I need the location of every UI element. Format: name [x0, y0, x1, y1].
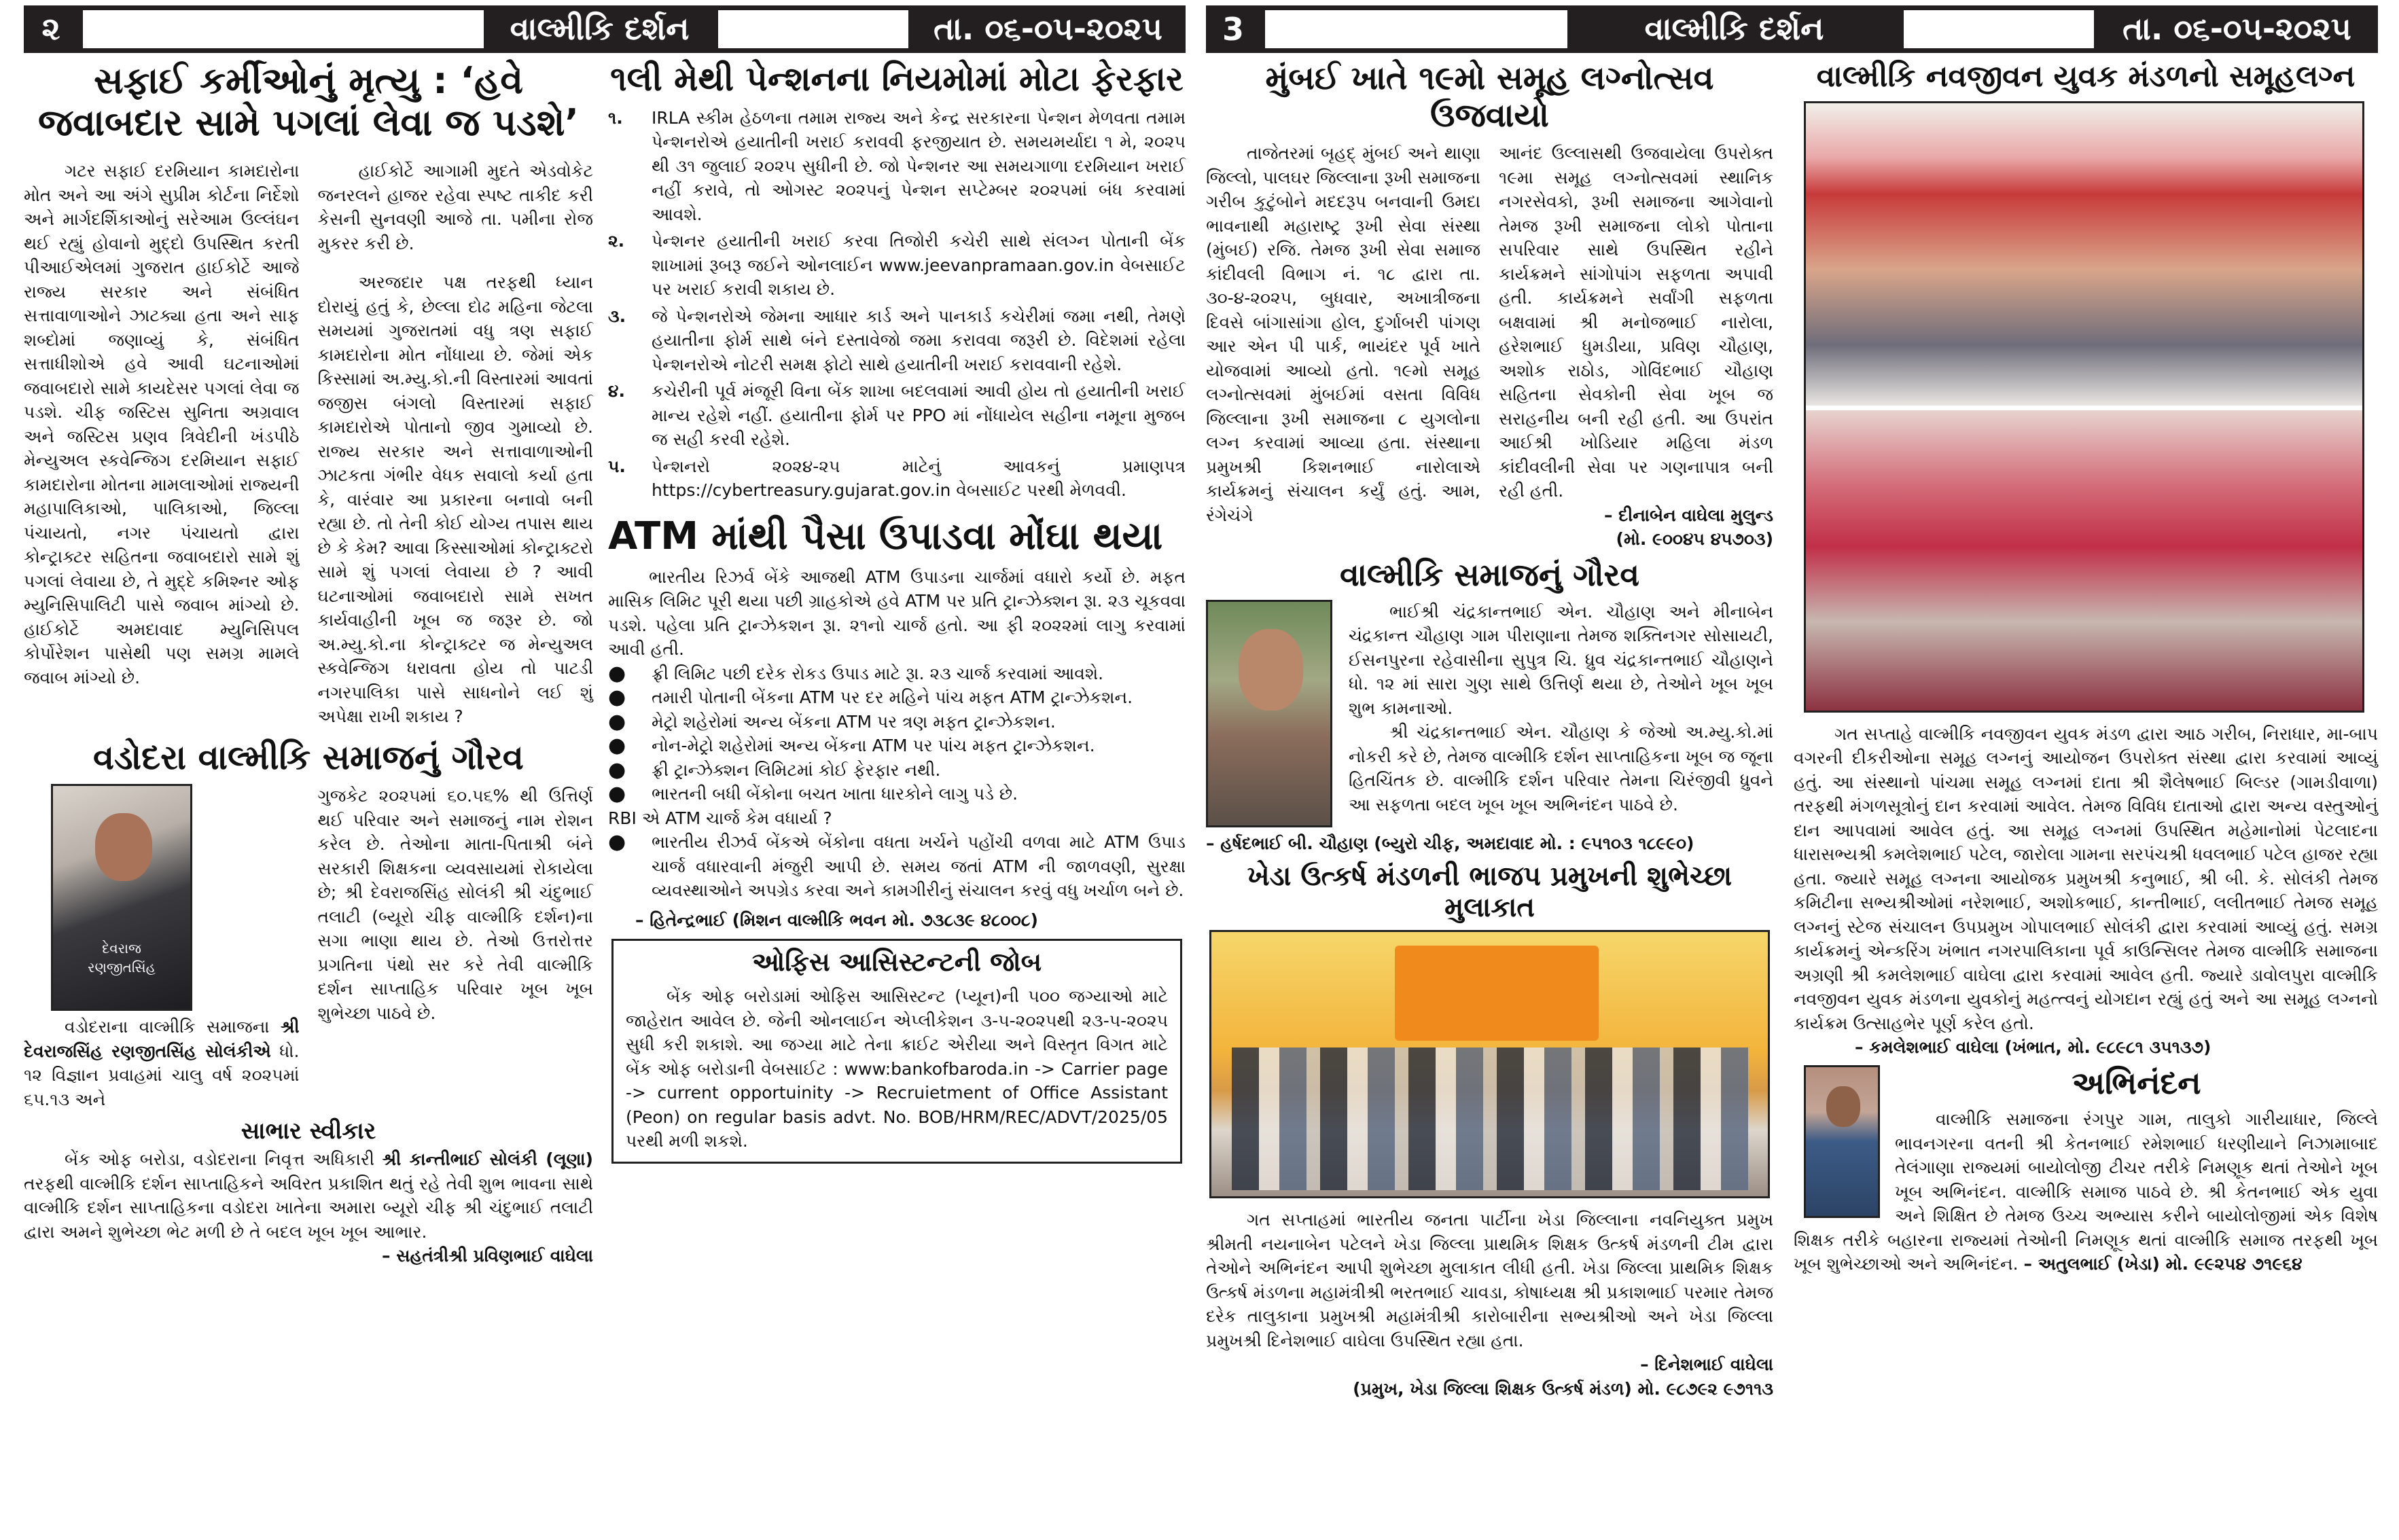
bullet-icon: ●: [608, 685, 626, 710]
pension-items: [608, 106, 1186, 505]
donor-name: શ્રી કાન્તીભાઈ સોલંકી (લૂણા): [382, 1149, 593, 1170]
photo-people: [1232, 1047, 1748, 1190]
paragraph: [1794, 1107, 2378, 1276]
article-pride: [1206, 600, 1773, 831]
list-item: [608, 758, 1186, 783]
headline-pension: ૧લી મેથી પેન્શનના નિયમોમાં મોટા ફેરફાર: [610, 59, 1184, 99]
credit-pride: – હર્ષદભાઈ બી. ચૌહાણ (બ્યુરો ચીફ, અમદાવાદ મો. : ૯૫૧૦૩ ૧૮૯૯૦): [1206, 833, 1694, 853]
article-vadodara: [24, 784, 593, 1111]
item-text: જે પેન્શનરોએ જેમના આધાર કાર્ડ અને પાનકાર્ડ કચેરીમાં જમા નથી, તેમણે હયાતીના ફોર્મ સાથે બંને દસ્તાવેજો જમા કરાવવા જરૂરી છે. વિદેશમાં રહેલા પેન્શનરોએ નોટરી સમક્ષ ફોટો સાથે હયાતીની ખરાઈ કરાવવાની રહેશે.: [652, 306, 1186, 374]
credit-thanks: – સહતંત્રીશ્રી પ્રવિણભાઈ વાઘેલા: [382, 1246, 593, 1266]
photo-caption: દેવરાજ: [102, 940, 141, 957]
bullet-text: નોન-મેટ્રો શહેરોમાં અન્ય બેંકના ATM પર પાંચ મફત ટ્રાન્ઝેકશન.: [652, 736, 1095, 756]
masthead-blank-box: [82, 9, 485, 50]
left-page-column-b: [608, 60, 1186, 1164]
headline-mumbai: મુંબઈ ખાતે ૧૯મો સમૂહ લગ્નોત્સવ ઉજવાયો: [1265, 59, 1714, 135]
headline-sanitation-line2: જવાબદાર સામે પગલાં લેવા જ પડશે’: [38, 101, 579, 145]
photo-face: [1239, 629, 1303, 711]
text: તરફથી વાલ્મીકિ દર્શન સાપ્તાહિકને અવિરત પ્રકાશિત થતું રહે તેવી શુભ ભાવના સાથે વાલ્મીકિ દર્શન સાપ્તાહિકના વડોદરા ખાતેના અમારા બ્યૂરો ચીફ શ્રી ચંદુભાઈ તલાટી દ્વારા અમને શુભેચ્છા ભેટ મળી છે તે બદલ ખૂબ ખૂબ આભાર.: [24, 1173, 593, 1242]
article-mumbai: [1206, 141, 1773, 552]
photo-kheda-meeting: [1209, 930, 1770, 1198]
article-sanitation-col2: [318, 159, 594, 729]
article-sanitation-col1: [24, 159, 300, 729]
issue-date: તા. ૦૬-૦૫-૨૦૨૫: [2096, 5, 2378, 53]
credit-navjivan: – કમલેશભાઈ વાઘેલા (ખંભાત, મો. ૯૮૯૮૧ ૩૫૧૩૭): [1855, 1037, 2211, 1058]
credit-mumbai-name: – દીનાબેન વાઘેલા મુલુન્ડ: [1603, 505, 1773, 525]
list-item: [608, 662, 1186, 686]
headline-thanks: સાભાર સ્વીકાર: [241, 1117, 376, 1145]
bullet-icon: ●: [608, 757, 626, 782]
headline-atm: ATM માંથી પૈસા ઉપાડવા મોંઘા થયા: [608, 514, 1163, 558]
bullet-text: ફ્રી લિમિટ પછી દરેક રોકડ ઉપાડ માટે રૂા. ૨૩ ચાર્જ કરવામાં આવશે.: [652, 663, 1104, 683]
article-navjivan: [1794, 722, 2378, 1036]
credit-kheda-name: – દિનેશભાઈ વાઘેલા: [1640, 1355, 1773, 1375]
photo-banner: [1395, 946, 1599, 1041]
bullet-icon: ●: [608, 661, 626, 685]
question: RBI એ ATM ચાર્જ કેમ વધાર્યા ?: [608, 808, 832, 828]
credit-atm: – હિતેન્દ્રભાઈ (મિશન વાલ્મીકિ ભવન મો. ૭૩૮૩૯ ૪૮૦૦૮): [635, 910, 1038, 930]
credit-kheda-detail: (પ્રમુખ, ખેડા જિલ્લા શિક્ષક ઉત્કર્ષ મંડળ) મો. ૯૮૭૯૨ ૯૭૧૧૩: [1353, 1378, 1773, 1399]
headline-navjivan: વાલ્મીકિ નવજીવન યુવક મંડળનો સમૂહલગ્ન: [1816, 59, 2356, 94]
paragraph: હાઈકોર્ટે આગામી મુદતે એડવોકેટ જનરલને હાજર રહેવા સ્પષ્ટ તાકીદ કરી કેસની સુનવણી આજે તા. ૫મીના રોજ મુકરર કરી છે.: [317, 161, 593, 253]
article-kheda: [1206, 1208, 1773, 1353]
paragraph: ભારતીય રિઝર્વ બેંકે આજથી ATM ઉપાડના ચાર્જમાં વધારો કર્યો છે. મફત માસિક લિમિટ પૂરી થયા પછી ગ્રાહકોએ હવે ATM પર પ્રતિ ટ્રાન્ઝેક્શન રૂા. ૨૩ ચૂકવવા પડશે. પહેલા પ્રતિ ટ્રાન્ઝેકશન રૂા. ૨૧નો ચાર્જ હતો. આ ફી ૨૦૨૨માં લાગુ કરવામાં આવી હતી.: [608, 567, 1186, 660]
article-sanitation: [24, 159, 593, 729]
item-number: ૨.: [608, 231, 625, 251]
article-job: [626, 984, 1168, 1153]
item-number: ૩.: [608, 306, 626, 326]
paragraph: આનંદ ઉલ્લાસથી ઉજવાયેલા ઉપરોક્ત ૧૯મા સમૂહ લગ્નોત્સવમાં સ્થાનિક નગરસેવકો, રૂખી સમાજના આગેવાનો તેમજ રૂખી સમાજના લોકો પોતાના સપરિવાર સાથે ઉપસ્થિત રહીને કાર્યક્રમને સાંગોપાંગ સફળતા અપાવી હતી. કાર્યક્રમને સર્વાંગી સફળતા બક્ષવામાં શ્રી મનોજભાઈ નારોલા, હરેશભાઈ ધુમડીયા, પ્રવિણ ચૌહાણ, અશોક રાઠોડ, ગોવિંદભાઈ ચૌહાણ સહિતના સેવકોની સેવા ખૂબ જ સરાહનીય બની રહી હતી. આ ઉપરાંત આઈશ્રી ખોડિયાર મહિલા મંડળ કાંદીવલીની સેવા પર ગણનાપાત્ર બની રહી હતી.: [1499, 143, 1773, 501]
list-item: [608, 830, 1186, 903]
photo-caption: રણજીતસિંહ: [88, 959, 156, 976]
item-text: કચેરીની પૂર્વ મંજૂરી વિના બેંક શાખા બદલવામાં આવી હોય તો હયાતીની ખરાઈ માન્ય રહેશે નહીં. હયાતીના ફોર્મ પર PPO માં નોંધાયેલ સહીના નમૂના મુજબ જ સહી કરવી રહેશે.: [652, 381, 1186, 449]
list-item: [608, 710, 1186, 734]
article-mumbai-col1: [1206, 141, 1480, 552]
photo-dhruv: [1206, 600, 1332, 827]
photo-devrajsinh: [51, 784, 192, 1011]
masthead-blank-box: [1902, 9, 2095, 50]
student-name: શ્રી દેવરાજસિંહ રણજીતસિંહ સોલંકીએ: [24, 1017, 300, 1061]
headline-sanitation-line1: સફાઈ કર્મીઓનું મૃત્યુ : ‘હવે: [93, 59, 524, 102]
masthead-blank-box: [717, 9, 910, 50]
headline-kheda: ખેડા ઉત્કર્ષ મંડળની ભાજપ પ્રમુખની શુભેચ્છા મુલાકાત: [1247, 861, 1732, 924]
item-text: પેન્શનરો ૨૦૨૪-૨૫ માટેનું આવકનું પ્રમાણપત્ર https://cybertreasury.gujarat.gov.in વેબસાઈટ પરથી મેળવવી.: [652, 456, 1186, 500]
photo-crowd-bottom: [1806, 410, 2362, 713]
photo-group-wedding: [1804, 101, 2364, 713]
article-congrats: [1794, 1065, 2378, 1276]
paragraph: ગટર સફાઈ દરમિયાન કામદારોના મોત અને આ અંગે સુપ્રીમ કોર્ટના નિર્દેશો અને માર્ગદર્શિકાઓનું સરેઆમ ઉલ્લંઘન થઈ રહ્યું હોવાનો મુદ્દો ઉપસ્થિત કરતી પીઆઈએલમાં ગુજરાત હાઈકોર્ટે આજે રાજ્ય સરકાર અને સંબંધિત સત્તાવાળાઓને ઝાટક્યા હતા અને સાફ શબ્દોમાં જણાવ્યું કે, સંબંધિત સત્તાધીશોએ હવે આવી ઘટનાઓમાં જવાબદારો સામે કાયદેસર પગલાં લેવા જ પડશે. ચીફ જસ્ટિસ સુનિતા અગ્રવાલ અને જસ્ટિસ પ્રણવ ત્રિવેદીની ખંડપીઠે મેન્યુઅલ સ્કવેન્જિગ દરમિયાન સફાઈ કામદારોના મોતના મામલાઓમાં રાજ્યની મહાપાલિકાઓ, પાલિકાઓ, જિલ્લા પંચાયતો, નગર પંચાયતો દ્વારા કોન્ટ્રાક્ટર સહિતના જવાબદારો સામે શું પગલાં લેવાયા છે, તે મુદ્દે કમિશ્નર ઓફ મ્યુનિસિપાલિટી પાસે જવાબ માંગ્યો છે. હાઈકોર્ટે અમદાવાદ મ્યુનિસિપલ કોર્પોરેશન પાસેથી પણ સમગ્ર મામલે જવાબ માંગ્યો છે.: [24, 161, 300, 687]
text: બેંક ઓફ બરોડા, વડોદરાના નિવૃત્ત અધિકારી: [65, 1149, 383, 1170]
item-number: ૫.: [608, 456, 626, 476]
photo-ketanbhai: [1804, 1065, 1880, 1218]
credit-congrats: – અતુલભાઈ (ખેડા) મો. ૯૯૨૫૪ ૭૧૯૬૪: [2023, 1254, 2303, 1274]
right-page-column-d: [1794, 60, 2378, 1276]
paragraph: બેંક ઓફ બરોડામાં ઓફિસ આસિસ્ટન્ટ (પ્યૂન)ની ૫૦૦ જગ્યાઓ માટે જાહેરાત આવેલ છે. જેની ઓનલાઈન એપ્લીકેશન ૩-૫-૨૦૨૫થી ૨૩-૫-૨૦૨૫ સુધી કરી શકાશે. આ જગ્યા માટે તેના ક્રાઈટ એરીયા અને વિસ્તૃત વિગત માટે બેંક ઓફ બરોડાની વેબસાઈટ : www:bankofbaroda.in -> Carrier page -> current opportuinity -> Recruietment of Office Assistant (Peon) on regular basis advt. No. BOB/HRM/REC/ADVT/2025/05 પરથી મળી શકશે.: [626, 986, 1168, 1151]
list-item: [608, 454, 1186, 503]
headline-vadodara: વડોદરા વાલ્મીકિ સમાજનું ગૌરવ: [93, 737, 524, 777]
headline-pride: વાલ્મીકિ સમાજનું ગૌરવ: [1339, 556, 1639, 593]
left-page-column-a: [24, 60, 593, 1268]
paper-name: વાલ્મીકિ દર્શન: [486, 5, 713, 53]
list-item: [608, 229, 1186, 302]
headline-congrats: અભિનંદન: [2072, 1064, 2201, 1101]
article-atm: [608, 565, 1186, 903]
photo-face: [1826, 1086, 1860, 1127]
answer: ભારતીય રીઝર્વ બેંકએ બેંકોના વધતા ખર્ચને પહોંચી વળવા માટે ATM ઉપાડ ચાર્જ વધારવાની મંજુરી આપી છે. સમય જતાં ATM ની જાળવણી, સુરક્ષા વ્યવસ્થાઓને અપગ્રેડ કરવા અને કામગીરીનું સંચાલન કરવું વધુ ખર્ચાળ બને છે.: [652, 832, 1186, 901]
bullet-text: ફ્રી ટ્રાન્ઝેક્શન લિમિટમાં કોઈ ફેરફાર નથી.: [652, 759, 941, 780]
list-item: [608, 685, 1186, 710]
bullet-text: મેટ્રો શહેરોમાં અન્ય બેંકના ATM પર ત્રણ મફત ટ્રાન્ઝેકશન.: [652, 711, 1056, 732]
lead-rest: ધો. ૧૨ વિજ્ઞાન પ્રવાહમાં ચાલુ વર્ષ ૨૦૨૫માં ૬૫.૧૩ અને: [24, 1041, 300, 1109]
item-number: ૪.: [608, 381, 625, 401]
bullet-icon: ●: [608, 782, 626, 806]
masthead-blank-box: [1264, 9, 1569, 50]
paragraph: તાજેતરમાં બૃહદ્ મુંબઈ અને થાણા જિલ્લો, પાલઘર જિલ્લાના રૂખી સમાજના ગરીબ કુટુંબોને મદદરૂપ બનવાની ઉમદા ભાવનાથી મહારાષ્ટ્ર રૂખી સેવા સંસ્થા (મુંબઈ) રજિ. તેમજ રૂખી સેવા સમાજ કાંદીવલી વિભાગ નં. ૧૮ દ્વારા તા. ૩૦-૪-૨૦૨૫, બુધવાર, અખાત્રીજના દિવસે બાંગાસાંગા હોલ, દુર્ગાબરી પાંગણ આર એન પી પાર્ક, ભાયંદર પૂર્વ ખાતે યોજવામાં આવ્યો હતો. ૧૯મો સમૂહ લગ્નોત્સવમાં મુંબઈમાં વસતા વિવિધ જિલ્લાના રૂખી સમાજના ૮ યુગલોના લગ્ન કરવામાં આવ્યા હતા. સંસ્થાના પ્રમુખશ્રી કિશનભાઈ નારોલાએ કાર્યક્રમનું સંચાલન કર્યું હતું. આમ, રંગેચંગે: [1206, 143, 1480, 525]
article-mumbai-col2: [1499, 141, 1773, 552]
article-vadodara-col2: [318, 784, 594, 1111]
issue-date: તા. ૦૬-૦૫-૨૦૨૫: [910, 5, 1186, 53]
article-thanks: [24, 1147, 593, 1244]
list-item: [608, 304, 1186, 377]
item-number: ૧.: [608, 107, 623, 128]
paper-name: વાલ્મીકિ દર્શન: [1569, 5, 1899, 53]
photo-face: [95, 813, 152, 881]
job-box: [611, 939, 1182, 1163]
page-number: ૨: [24, 5, 78, 53]
item-text: IRLA સ્કીમ હેઠળના તમામ રાજ્ય અને કેન્દ્ર સરકારના પેન્શન મેળવતા તમામ પેન્શનરોએ હયાતીની ખરાઈ કરાવવી ફરજીયાત છે. સમયમર્યાદા ૧ મે, ૨૦૨૫ થી ૩૧ જુલાઈ ૨૦૨૫ સુધીની છે. જો પેન્શનર આ સમયગાળા દરમિયાન ખરાઈ નહીં કરાવે, તો ઓગસ્ટ ૨૦૨૫નું પેન્શન સપ્ટેમ્બર ૨૦૨૫માં બંધ કરવામાં આવશે.: [652, 107, 1186, 224]
paragraph: અરજદાર પક્ષ તરફથી ધ્યાન દોરાયું હતું કે, છેલ્લા દોઢ મહિના જેટલા સમયમાં ગુજરાતમાં વધુ ત્રણ સફાઈ કામદારોના મોત નોંધાયા છે. જેમાં એક કિસ્સામાં અ.મ્યુ.કો.ની વિસ્તારમાં આવતાં જજીસ બંગલો વિસ્તારમાં સફાઈ કામદારોએ પોતાનો જીવ ગુમાવ્યો છે. રાજ્ય સરકાર અને સત્તાવાળાઓની ઝાટકતા ગંભીર વેધક સવાલો કર્યા હતા કે, વારંવાર આ પ્રકારના બનાવો બની રહ્યા છે. તો તેની કોઈ યોગ્ય તપાસ થાય છે કે કેમ? આવા કિસ્સાઓમાં કોન્ટ્રાક્ટરો સામે શું પગલાં લેવાયા છે ? આવી ઘટનાઓમાં જવાબદારો સામે સખત કાર્યવાહીની ખૂબ જ જરૂર છે. જો અ.મ્યુ.કો.ના કોન્ટ્રાક્ટર જ મેન્યુઅલ સ્કવેન્જિગ ધરાવતા હોય તો પાટડી નગરપાલિકા પાસે સાધનોને લઈ શું અપેક્ષા રાખી શકાય ?: [317, 272, 593, 727]
paragraph: શ્રી ચંદ્રકાન્તભાઈ એન. ચૌહાણ કે જેઓ અ.મ્યુ.કો.માં નોકરી કરે છે, તેમજ વાલ્મીકિ દર્શન સાપ્તાહિકના ખૂબ જ જૂના હિતચિંતક છે. વાલ્મીકિ દર્શન પરિવાર તેમના ચિરંજીવી ધ્રુવને આ સફળતા બદલ ખૂબ ખૂબ અભિનંદન પાઠવે છે.: [1349, 722, 1773, 814]
paragraph: ભાઈશ્રી ચંદ્રકાન્તભાઈ એન. ચૌહાણ અને મીનાબેન ચંદ્રકાન્ત ચૌહાણ ગામ પીરાણાના તેમજ શક્તિનગર સોસાયટી, ઈસનપુરના રહેવાસીના સુપુત્ર ચિ. ધ્રુવ ચંદ્રકાન્તભાઈ ચૌહાણને ધો. ૧૨ માં સારા ગુણ સાથે ઉત્તિર્ણ થયા છે, તેઓને ખૂબ ખૂબ શુભ કામનાઓ.: [1349, 601, 1773, 718]
bullet-icon: ●: [608, 734, 626, 758]
credit-mumbai-phone: (મો. ૯૦૦૪૫ ૪૫૭૦૩): [1616, 529, 1773, 550]
paragraph: ગત સપ્તાહમાં ભારતીય જનતા પાર્ટીના ખેડા જિલ્લાના નવનિયુક્ત પ્રમુખ શ્રીમતી નયનાબેન પટેલને ખેડા જિલ્લા પ્રાથમિક શિક્ષક ઉત્કર્ષ મંડળની ટીમ દ્વારા તેઓને અભિનંદન આપી શુભેચ્છા મુલાકાત લીધી હતી. ખેડા જિલ્લા પ્રાથમિક શિક્ષક ઉત્કર્ષ મંડળના મહામંત્રીશ્રી ભરતભાઈ ચાવડા, કોષાધ્યક્ષ શ્રી પ્રકાશભાઈ પરમાર તેમજ દરેક તાલુકાના પ્રમુખશ્રી મહામંત્રીશ્રી કારોબારીના સભ્યશ્રીઓ અને ખેડા જિલ્લા પ્રમુખશ્રી દિનેશભાઈ વાઘેલા ઉપસ્થિત રહ્યા હતા.: [1206, 1210, 1773, 1350]
bullet-icon: ●: [608, 830, 626, 855]
congrats-text: વાલ્મીકિ સમાજના રંગપુર ગામ, તાલુકો ગારીયાધાર, જિલ્લે ભાવનગરના વતની શ્રી કેતનભાઈ રમેશભાઈ ધરણીયાને નિઝામાબાદ તેલંગાણા રાજ્યમાં બાયોલોજી ટીચર તરીકે નિમણૂક થતાં તેઓને ખૂબ ખૂબ અભિનંદન. વાલ્મીકિ સમાજ પાઠવે છે. શ્રી કેતનભાઈ એક યુવા અને શિક્ષિત છે તેમજ ઉચ્ચ અભ્યાસ કરીને બાયોલોજીમાં એક વિશેષ શિક્ષક તરીકે બહારના રાજ્યમાં તેઓની નિમણૂક થતાં વાલ્મીકિ સમાજ તરફથી ખૂબ ખૂબ શુભેચ્છાઓ અને અભિનંદન.: [1794, 1109, 2378, 1274]
headline-job: ઓફિસ આસિસ્ટન્ટની જોબ: [751, 947, 1042, 978]
lead-intro: વડોદરાના વાલ્મીકિ સમાજના: [65, 1017, 270, 1037]
list-item: [608, 379, 1186, 452]
list-item: [608, 734, 1186, 758]
paragraph: ગત સપ્તાહે વાલ્મીકિ નવજીવન યુવક મંડળ દ્વારા આઠ ગરીબ, નિરાધાર, મા-બાપ વગરની દીકરીઓના સમૂહ લગ્નનું આયોજન ઉપરોક્ત સંસ્થા દ્વારા કરવામાં આવ્યું હતું. આ સંસ્થાનો પાંચમા સમૂહ લગ્નમાં દાતા શ્રી શૈલેષભાઈ બિલ્ડર (ગામડીવાળા) તરફથી મંગળસૂત્રોનું દાન કરવામાં આવેલ. તેમજ વિવિધ દાતાઓ દ્વારા અન્ય વસ્તુઓનું દાન આપવામાં આવેલ હતું. આ સમૂહ લગ્નમાં ઉપસ્થિત મહેમાનોમાં પેટલાદના ધારાસભ્યશ્રી કમલેશભાઈ પટેલ, જારોલા ગામના સરપંચશ્રી ધવલભાઈ પટેલ હાજર રહ્યા હતા. જ્યારે સમૂહ લગ્નના આયોજક પ્રમુખશ્રી કનુભાઈ, શ્રી બી. કે. સોલંકી તેમજ કમિટીના સભ્યશ્રીઓમાં નરેશભાઈ, અશોકભાઈ, કાન્તીભાઈ, લલીતભાઈ તેમજ સમૂહ લગ્નનું સ્ટેજ સંચાલન ઉપપ્રમુખ ગોપાલભાઈ સોલંકી દ્વારા કરવામાં આવ્યું હતું. સમગ્ર કાર્યક્રમનું એન્કરિંગ ખંભાત નગરપાલિકાના પૂર્વ કાઉન્સિલર તેમજ વાલ્મીકિ સમાજના અગ્રણી શ્રી કમલેશભાઈ વાઘેલા દ્વારા કરવામાં આવેલ હતી. જ્યારે ડાવોલપુરા વાલ્મીકિ નવજીવન યુવક મંડળના યુવકોનું મહત્ત્વનું યોગદાન રહ્યું હતું અને આ સમૂહ લગ્નનો કાર્યક્રમ ઉત્સાહભેર પૂર્ણ કરેલ હતો.: [1794, 723, 2378, 1033]
bullet-text: ભારતની બધી બેંકોના બચત ખાતા ધારકોને લાગુ પડે છે.: [652, 784, 1018, 804]
bullet-text: તમારી પોતાની બેંકના ATM પર દર મહિને પાંચ મફત ATM ટ્રાન્ઝેકશન.: [652, 687, 1133, 708]
page-number: 3: [1206, 5, 1260, 53]
atm-bullets: [608, 662, 1186, 806]
photo-guests-top: [1806, 103, 2362, 406]
article-vadodara-col1: [24, 784, 300, 1111]
bullet-icon: ●: [608, 709, 626, 734]
right-page-column-c: [1206, 60, 1773, 1401]
list-item: [608, 782, 1186, 806]
paragraph: ગુજકેટ ૨૦૨૫માં ૬૦.૫૬% થી ઉત્તિર્ણ થઈ પરિવાર અને સમાજનું નામ રોશન કરેલ છે. તેઓના માતા-પિતાશ્રી બંને સરકારી શિક્ષકના વ્યવસાયમાં રોકાયેલા છે; શ્રી દેવરાજસિંહ સોલંકી શ્રી ચંદુભાઈ તલાટી (બ્યૂરો ચીફ વાલ્મીકિ દર્શન)ના સગા ભાણા થાય છે. તેઓ ઉત્તરોત્તર પ્રગતિના પંથો સર કરે તેવી વાલ્મીકિ દર્શન સાપ્તાહિક પરિવાર ખૂબ ખૂબ શુભેચ્છા પાઠવે છે.: [317, 786, 593, 1023]
item-text: પેન્શનર હયાતીની ખરાઈ કરવા તિજોરી કચેરી સાથે સંલગ્ન પોતાની બેંક શાખામાં રૂબરૂ જઈને ઓનલાઈન www.jeevanpramaan.gov.in વેબસાઈટ પર ખરાઈ કરાવી શકાય છે.: [652, 231, 1186, 299]
list-item: [608, 106, 1186, 227]
article-vadodara-lead: [24, 1015, 300, 1111]
